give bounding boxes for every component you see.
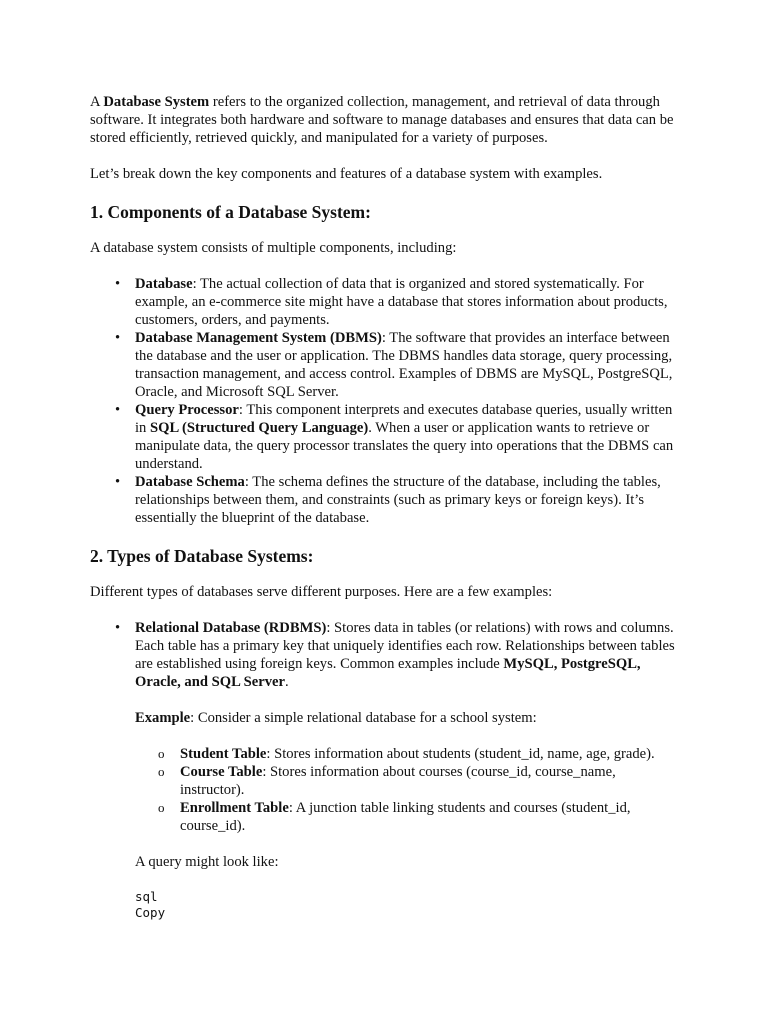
subitem-text: : Stores information about courses (course_id, course_name, instructor).: [180, 764, 616, 798]
intro-text-start: A: [90, 94, 104, 110]
item-text: : This component interprets and executes database queries, usually written in: [135, 402, 673, 436]
item-term: Database Management System (DBMS): [135, 330, 382, 346]
item-text: : Stores data in tables (or relations) with rows and columns. Each table has a primary key that uniquely identifies each row. Relationships between tables are established using foreign keys. Common examples include: [135, 620, 675, 672]
example-paragraph: [135, 709, 680, 727]
example-label: Example: [135, 710, 191, 726]
list-item: [180, 763, 680, 799]
list-item: [135, 473, 680, 527]
intro-paragraph-2: Let’s break down the key components and features of a database system with examples.: [90, 166, 603, 182]
item-term: Query Processor: [135, 402, 239, 418]
types-list: [90, 619, 680, 921]
subitem-text: : A junction table linking students and courses (student_id, course_id).: [180, 800, 631, 834]
list-item: [180, 745, 680, 763]
list-item: [135, 275, 680, 329]
code-block-header: [135, 889, 680, 921]
item-term: Database Schema: [135, 474, 245, 490]
query-lead: A query might look like:: [135, 854, 279, 870]
item-term: Relational Database (RDBMS): [135, 620, 327, 636]
rdbms-paragraph: [135, 619, 680, 691]
components-list: [90, 275, 680, 527]
subitem-term: Course Table: [180, 764, 263, 780]
item-text: : The actual collection of data that is organized and stored systematically. For example, an e-commerce site might have a database that stores information about products, customers, orders, and payments.: [135, 276, 668, 328]
school-tables-list: [135, 745, 680, 835]
item-term-sql: SQL (Structured Query Language): [150, 420, 369, 436]
document-body: [90, 93, 680, 939]
section2-heading: 2. Types of Database Systems:: [90, 546, 314, 566]
item-text-end: .: [284, 674, 289, 690]
section1-lead: A database system consists of multiple components, including:: [90, 240, 457, 256]
code-language-label: sql: [135, 889, 158, 904]
rdbms-examples: MySQL, PostgreSQL, Oracle, and SQL Server: [135, 656, 641, 690]
list-item: [135, 619, 680, 921]
list-item: [180, 799, 680, 835]
section2-lead: Different types of databases serve different purposes. Here are a few examples:: [90, 584, 553, 600]
intro-text-rest: refers to the organized collection, management, and retrieval of data through software. It integrates both hardware and software to manage databases and ensures that data can be stored efficiently, retrieved quickly, and manipulated for a variety of purposes.: [90, 94, 674, 146]
subitem-text: : Stores information about students (student_id, name, age, grade).: [266, 746, 655, 762]
item-term: Database: [135, 276, 193, 292]
item-text: : The software that provides an interface between the database and the user or application. The DBMS handles data storage, query processing, transaction management, and access control. Examples of DBMS are MySQL, PostgreSQL, Oracle, and Microsoft SQL Server.: [135, 330, 673, 400]
copy-button[interactable]: Copy: [135, 905, 166, 920]
subitem-term: Enrollment Table: [180, 800, 289, 816]
subitem-term: Student Table: [180, 746, 267, 762]
section1-heading: 1. Components of a Database System:: [90, 202, 371, 222]
intro-term-database-system: Database System: [103, 94, 210, 110]
intro-paragraph: [90, 93, 680, 147]
item-text: : The schema defines the structure of the database, including the tables, relationships between them, and constraints (such as primary keys or foreign keys). It’s essentially the blueprint of the database.: [135, 474, 661, 526]
item-text: . When a user or application wants to retrieve or manipulate data, the query processor translates the query into operations that the DBMS can understand.: [135, 420, 674, 472]
list-item: [135, 329, 680, 401]
list-item: [135, 401, 680, 473]
example-text: : Consider a simple relational database for a school system:: [190, 710, 537, 726]
